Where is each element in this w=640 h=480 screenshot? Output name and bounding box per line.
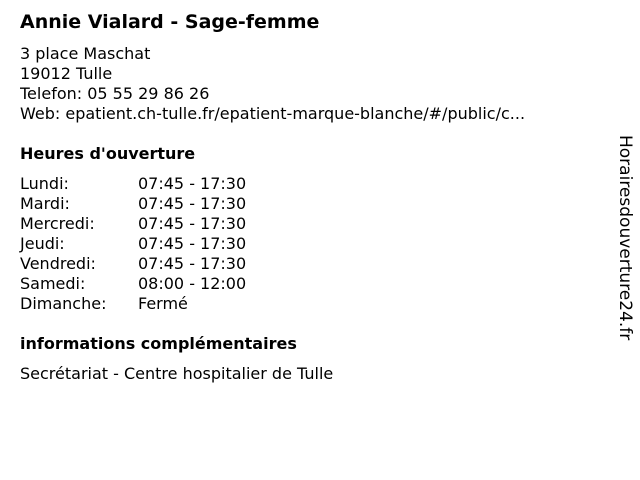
hours-day-label: Vendredi: [20, 254, 96, 273]
website-link[interactable]: Web: epatient.ch-tulle.fr/epatient-marque-blanche/#/public/c... [20, 104, 526, 123]
additional-info-text: Secrétariat - Centre hospitalier de Tulle [20, 364, 334, 383]
hours-row-monday [20, 174, 600, 194]
hours-day-label: Mardi: [20, 194, 70, 213]
hours-time-value: 07:45 - 17:30 [138, 214, 247, 233]
hours-time-value: 07:45 - 17:30 [138, 174, 247, 193]
listing-card [20, 10, 600, 384]
hours-row-wednesday [20, 214, 600, 234]
hours-row-tuesday [20, 194, 600, 214]
contact-block [20, 44, 600, 124]
hours-time-value: 08:00 - 12:00 [138, 274, 247, 293]
additional-info-heading: informations complémentaires [20, 334, 297, 353]
opening-hours-heading: Heures d'ouverture [20, 144, 196, 163]
hours-row-saturday [20, 274, 600, 294]
address-street: 3 place Maschat [20, 44, 151, 63]
hours-day-label: Mercredi: [20, 214, 95, 233]
hours-time-value: 07:45 - 17:30 [138, 234, 247, 253]
hours-row-thursday [20, 234, 600, 254]
hours-time-value: Fermé [138, 294, 188, 313]
hours-day-label: Dimanche: [20, 294, 107, 313]
hours-day-label: Lundi: [20, 174, 69, 193]
hours-row-sunday [20, 294, 600, 314]
phone-number: Telefon: 05 55 29 86 26 [20, 84, 210, 103]
hours-row-friday [20, 254, 600, 274]
hours-time-value: 07:45 - 17:30 [138, 194, 247, 213]
listing-title: Annie Vialard - Sage-femme [20, 11, 320, 33]
opening-hours-table [20, 174, 600, 314]
address-city: 19012 Tulle [20, 64, 113, 83]
hours-day-label: Jeudi: [20, 234, 65, 253]
hours-time-value: 07:45 - 17:30 [138, 254, 247, 273]
site-watermark: Horairesdouverture24.fr [615, 135, 635, 341]
hours-day-label: Samedi: [20, 274, 86, 293]
